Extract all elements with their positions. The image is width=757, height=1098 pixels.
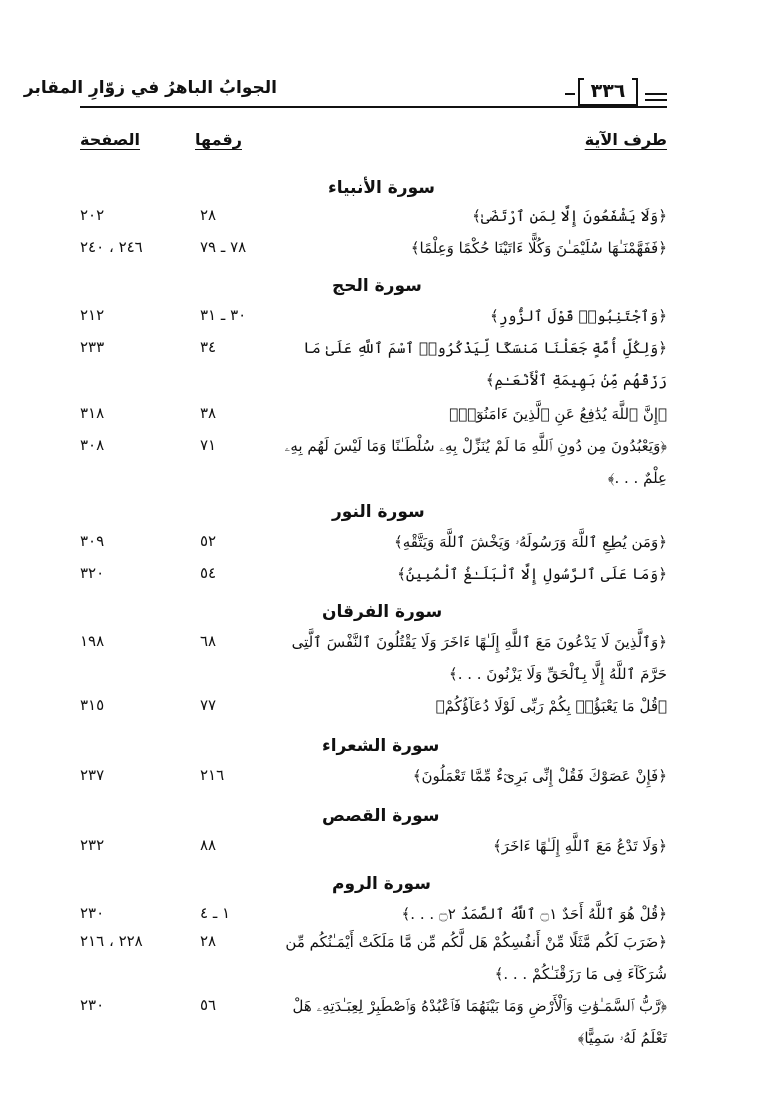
verse-number: ٢١٦ [200, 766, 225, 784]
verse-number: ١ ـ ٤ [200, 904, 231, 922]
verse-text: ﴿رَّبُّ ٱلسَّمَـٰوَٰتِ وَٱلْأَرْضِ وَمَا بَيْنَهُمَا فَٱعْبُدْهُ وَٱصْطَبِرْ لِعِبَـٰدَتِهِۦ هَلْ تَعْلَمُ لَهُۥ سَمِيًّا﴾ [292, 997, 667, 1047]
page-ref: ٢٣٠ [80, 904, 105, 922]
surah-heading: سورة الفرقان [322, 602, 443, 622]
verse-number: ٥٢ [200, 532, 217, 550]
verse-number: ٨٨ [200, 836, 217, 854]
page-ref: ٢٣٣ [80, 338, 105, 356]
verse-text: ﴿فَإِنْ عَصَوْكَ فَقُلْ إِنِّى بَرِىٓءٌ مِّمَّا تَعْمَلُونَ﴾ [412, 767, 667, 785]
verse-text: ﴿وَمَن يُطِعِ ٱللَّهَ وَرَسُولَهُۥ وَيَخْشَ ٱللَّهَ وَيَتَّقْهِ﴾ [393, 533, 667, 551]
surah-heading: سورة الشعراء [322, 736, 440, 756]
page-number: ٣٣٦ [590, 80, 626, 102]
page-ref: ٢٣٠ [80, 996, 105, 1014]
verse-text: ﴿قُلْ مَا يَعْبَؤُا۟ بِكُمْ رَبِّى لَوْلَا دُعَآؤُكُمْ﴾ [435, 697, 667, 715]
page-ref: ٣٠٩ [80, 532, 105, 550]
page-ref: ٣٠٨ [80, 436, 105, 454]
page-ref: ٣٢٠ [80, 564, 105, 582]
header-rule-ornament [565, 93, 575, 95]
page-ref: ٢٣٧ [80, 766, 105, 784]
page-ref: ٢١٢ [80, 306, 105, 324]
verse-text: ﴿وَلِكُلِّ أُمَّةٍ جَعَلْنَا مَنسَكًا لِّيَذْكُرُوا۟ ٱسْمَ ٱللَّهِ عَلَىٰ مَا رَزَقَهُم مِّنۢ بَهِيمَةِ ٱلْأَنْعَـٰمِ﴾ [303, 339, 667, 389]
page-ref: ٢٣٢ [80, 836, 105, 854]
page-ref: ٢٤٦ ، ٢٤٠ [80, 238, 143, 256]
surah-heading: سورة الروم [332, 874, 431, 894]
page-ref: ٢٢٨ ، ٢١٦ [80, 932, 143, 950]
surah-heading: سورة الحج [332, 276, 422, 296]
column-head-page: الصفحة [80, 130, 141, 149]
verse-text: ﴿وَٱجْتَنِبُوا۟ قَوْلَ ٱلزُّورِ﴾ [490, 307, 667, 325]
column-head-number: رقمها [195, 130, 242, 149]
verse-number: ٥٦ [200, 996, 217, 1014]
verse-text: ﴿قُلْ هُوَ ٱللَّهُ أَحَدٌ ۝١ ٱللَّهُ ٱلصَّمَدُ ۝٢ . . .﴾ [401, 905, 667, 923]
surah-heading: سورة الأنبياء [328, 178, 435, 198]
verse-number: ٣٤ [200, 338, 217, 356]
verse-number: ٣٠ ـ ٣١ [200, 306, 247, 324]
page-number-box [578, 78, 638, 106]
verse-number: ٧١ [200, 436, 217, 454]
verse-number: ٧٧ [200, 696, 217, 714]
verse-text: ﴿فَفَهَّمْنَـٰهَا سُلَيْمَـٰنَ وَكُلًّا ءَاتَيْنَا حُكْمًا وَعِلْمًا﴾ [410, 239, 667, 257]
page-ref: ٢٠٢ [80, 206, 105, 224]
verse-text: ﴿وَمَا عَلَى ٱلرَّسُولِ إِلَّا ٱلْبَلَـٰغُ ٱلْمُبِينُ﴾ [397, 565, 667, 583]
verse-number: ٢٨ [200, 932, 217, 950]
verse-number: ٣٨ [200, 404, 217, 422]
column-head-verse: طرف الآية [584, 130, 667, 149]
verse-text: ﴿إِنَّ ٱللَّهَ يُدَٰفِعُ عَنِ ٱلَّذِينَ ءَامَنُوٓا۟﴾ [449, 405, 667, 423]
verse-number: ٧٨ ـ ٧٩ [200, 238, 247, 256]
surah-heading: سورة النور [332, 502, 425, 522]
verse-text: ﴿وَٱلَّذِينَ لَا يَدْعُونَ مَعَ ٱللَّهِ إِلَـٰهًا ءَاخَرَ وَلَا يَقْتُلُونَ ٱلنَّفْسَ ٱلَّتِى حَرَّمَ ٱللَّهُ إِلَّا بِٱلْحَقِّ وَلَا يَزْنُونَ . . .﴾ [291, 633, 667, 683]
running-header-title: الجوابُ الباهرُ في زوّارِ المقابر [23, 78, 277, 98]
header-rule-ornament [645, 93, 667, 95]
header-rule-ornament [645, 99, 667, 101]
verse-text: ﴿وَلَا يَشْفَعُونَ إِلَّا لِمَنِ ٱرْتَضَىٰ﴾ [472, 207, 667, 225]
verse-number: ٢٨ [200, 206, 217, 224]
page-ref: ٣١٨ [80, 404, 105, 422]
verse-number: ٥٤ [200, 564, 217, 582]
page-ref: ٣١٥ [80, 696, 105, 714]
verse-text: ﴿وَيَعْبُدُونَ مِن دُونِ ٱللَّهِ مَا لَمْ يُنَزِّلْ بِهِۦ سُلْطَـٰنًا وَمَا لَيْسَ لَهُم بِهِۦ عِلْمٌ . . .﴾ [284, 437, 667, 487]
surah-heading: سورة القصص [322, 806, 440, 826]
header-rule [80, 106, 667, 108]
verse-text: ﴿ضَرَبَ لَكُم مَّثَلًا مِّنْ أَنفُسِكُمْ هَل لَّكُم مِّن مَّا مَلَكَتْ أَيْمَـٰنُكُم مِّن شُرَكَآءَ فِى مَا رَزَقْنَـٰكُمْ . . .﴾ [285, 933, 667, 983]
page-ref: ١٩٨ [80, 632, 105, 650]
verse-text: ﴿وَلَا تَدْعُ مَعَ ٱللَّهِ إِلَـٰهًا ءَاخَرَ﴾ [493, 837, 667, 855]
verse-number: ٦٨ [200, 632, 217, 650]
